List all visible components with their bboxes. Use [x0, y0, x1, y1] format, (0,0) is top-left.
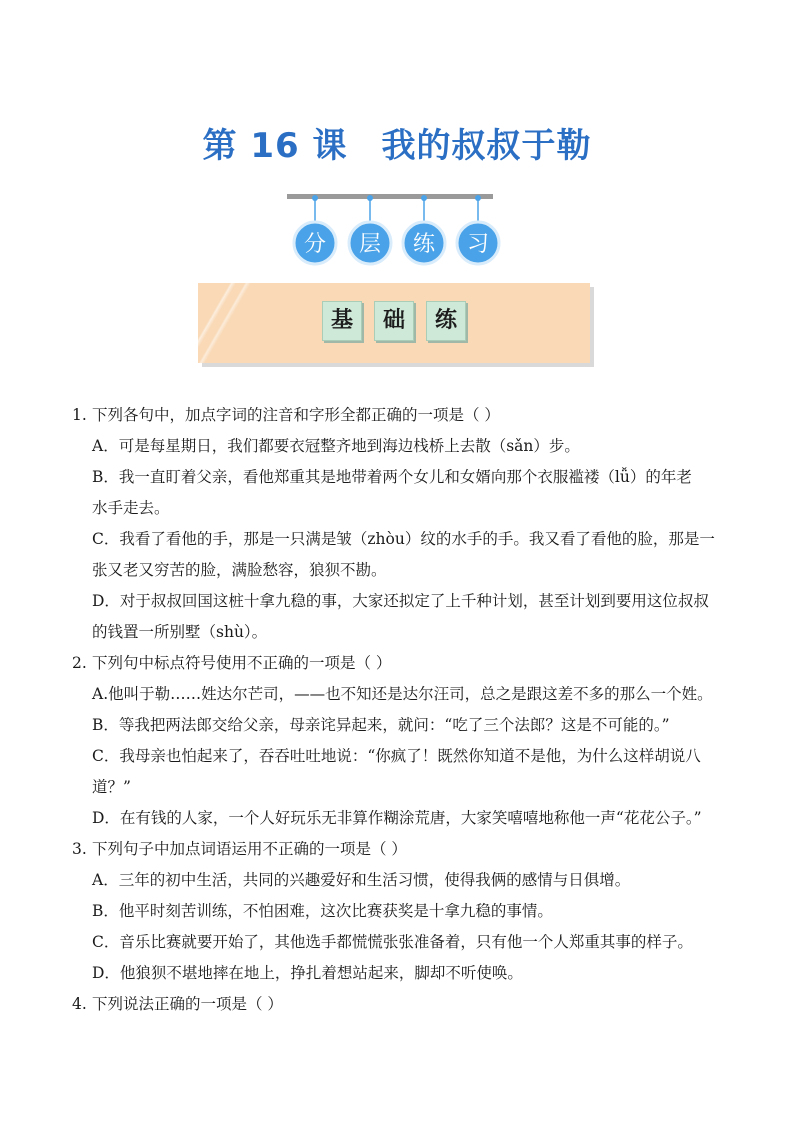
basic-practice-banner	[198, 283, 590, 363]
question-stem: 下列各句中，加点字词的注音和字形全都正确的一项是（ ）	[92, 406, 500, 424]
hanger-badge-1	[294, 222, 336, 264]
question-stem: 下列句子中加点词语运用不正确的一项是（ ）	[92, 840, 407, 858]
question-4	[72, 989, 732, 1020]
lesson-number: 第 16 课	[202, 126, 348, 166]
svg-text:分: 分	[303, 232, 327, 257]
hanger-badge-2	[349, 222, 391, 264]
question-stem: 下列句中标点符号使用不正确的一项是（ ）	[92, 654, 392, 672]
option-a: A.他叫于勒……姓达尔芒司，——也不知还是达尔汪司，总之是跟这差不多的那么一个姓。	[92, 685, 713, 703]
option-d: D．他狼狈不堪地摔在地上，挣扎着想站起来，脚却不听使唤。	[92, 964, 523, 982]
page-title	[0, 118, 794, 167]
option-a: A．三年的初中生活，共同的兴趣爱好和生活习惯，使得我俩的感情与日俱增。	[92, 871, 631, 889]
option-b-continued: 水手走去。	[92, 499, 170, 517]
question-list	[72, 400, 732, 1020]
option-c-continued: 道？”	[92, 778, 131, 796]
question-2	[72, 648, 732, 679]
svg-text:练: 练	[412, 232, 436, 257]
question-number: 2.	[72, 654, 87, 672]
banner-char-3: 练	[426, 301, 466, 341]
option-a: A．可是每星期日，我们都要衣冠整齐地到海边栈桥上去散（sǎn）步。	[92, 437, 580, 455]
question-number: 1.	[72, 406, 87, 424]
option-c: C．音乐比赛就要开始了，其他选手都慌慌张张准备着，只有他一个人郑重其事的样子。	[92, 933, 693, 951]
option-d: D．对于叔叔回国这桩十拿九稳的事，大家还拟定了上千种计划，甚至计划到要用这位叔叔	[92, 592, 709, 610]
question-stem: 下列说法正确的一项是（ ）	[92, 995, 283, 1013]
question-number: 3.	[72, 840, 87, 858]
option-c: C．我看了看他的手，那是一只满是皱（zhòu）纹的水手的手。我又看了看他的脸，那是一	[92, 530, 715, 548]
banner-char-1: 基	[322, 301, 362, 341]
option-b: B．他平时刻苦训练，不怕困难，这次比赛获奖是十拿九稳的事情。	[92, 902, 553, 920]
svg-text:层: 层	[358, 232, 382, 257]
hanger-badge-4	[457, 222, 499, 264]
option-d-continued: 的钱置一所别墅（shù）。	[92, 623, 268, 641]
question-number: 4.	[72, 995, 87, 1013]
question-1	[72, 400, 732, 431]
layered-practice-hanger	[0, 192, 794, 272]
hanger-strings	[312, 195, 481, 224]
hanger-badge-3	[403, 222, 445, 264]
option-c: C．我母亲也怕起来了，吞吞吐吐地说：“你疯了！既然你知道不是他，为什么这样胡说八	[92, 747, 701, 765]
option-d: D．在有钱的人家，一个人好玩乐无非算作糊涂荒唐，大家笑嘻嘻地称他一声“花花公子。”	[92, 809, 702, 827]
svg-text:习: 习	[466, 232, 490, 257]
option-b: B．我一直盯着父亲，看他郑重其是地带着两个女儿和女婿向那个衣服褴褛（lǚ）的年老	[92, 468, 692, 486]
option-b: B．等我把两法郎交给父亲，母亲诧异起来，就问：“吃了三个法郎？这是不可能的。”	[92, 716, 670, 734]
lesson-name: 我的叔叔于勒	[381, 126, 592, 166]
option-c-continued: 张又老又穷苦的脸，满脸愁容，狼狈不勘。	[92, 561, 387, 579]
banner-char-2: 础	[374, 301, 414, 341]
question-3	[72, 834, 732, 865]
